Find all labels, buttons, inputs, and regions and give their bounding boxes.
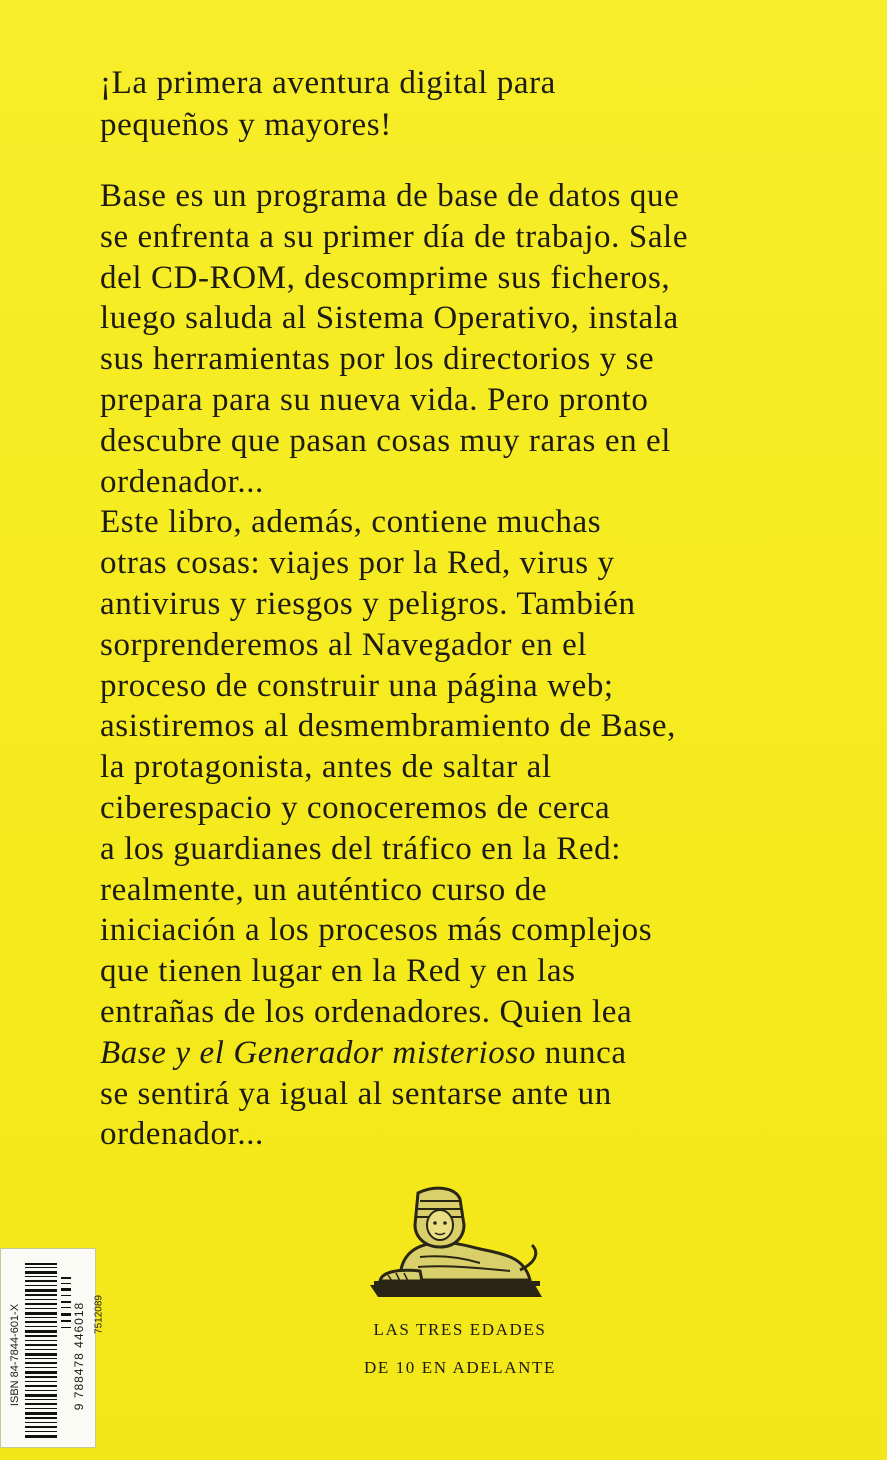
blurb-title-after: nunca <box>535 1034 627 1071</box>
tagline-line: pequeños y mayores! <box>100 107 392 143</box>
blurb-line: asistiremos al desmembramiento de Base, <box>100 708 677 745</box>
blurb-line: otras cosas: viajes por la Red, virus y <box>100 545 615 582</box>
blurb-line: del CD-ROM, descomprime sus ficheros, <box>100 259 671 296</box>
blurb-line: que tienen lugar en la Red y en las <box>100 953 576 990</box>
blurb-line: ciberespacio y conoceremos de cerca <box>100 789 611 826</box>
blurb-line: luego saluda al Sistema Operativo, instala <box>100 300 679 337</box>
tagline-line: ¡La primera aventura digital para <box>100 65 556 101</box>
blurb-line: entrañas de los ordenadores. Quien lea <box>100 993 633 1030</box>
blurb-line: prepara para su nueva vida. Pero pronto <box>100 381 649 418</box>
blurb-line: se enfrenta a su primer día de trabajo. Sale <box>100 218 689 255</box>
blurb-line: Este libro, además, contiene muchas <box>100 504 602 541</box>
blurb-line: realmente, un auténtico curso de <box>100 871 548 908</box>
blurb-line: a los guardianes del tráfico en la Red: <box>100 830 621 867</box>
blurb-line: se sentirá ya igual al sentarse ante un <box>100 1075 612 1112</box>
blurb-line: iniciación a los procesos más complejos <box>100 912 653 949</box>
ean-number: 9 788478 446018 <box>72 1301 86 1411</box>
blurb-line: ordenador... <box>100 1116 264 1153</box>
isbn-number: ISBN 84-7844-601-X <box>9 1303 21 1407</box>
blurb-line-with-title <box>100 1033 860 1074</box>
blurb-text <box>100 176 860 1155</box>
isbn-barcode <box>0 1248 105 1448</box>
blurb-line: la protagonista, antes de saltar al <box>100 749 552 786</box>
blurb-line: sorprenderemos al Navegador en el <box>100 626 588 663</box>
barcode-bars <box>25 1257 73 1441</box>
blurb-line: sus herramientas por los directorios y se <box>100 341 655 378</box>
blurb-line: Base es un programa de base de datos que <box>100 178 680 214</box>
book-title: Base y el Generador misterioso <box>100 1034 536 1071</box>
publisher-name: LAS TRES EDADES <box>373 1320 547 1339</box>
blurb-line: descubre que pasan cosas muy raras en el <box>100 422 672 459</box>
series-label: DE 10 EN ADELANTE <box>364 1358 556 1377</box>
tagline <box>100 62 840 146</box>
blurb-line: proceso de construir una página web; <box>100 667 614 704</box>
blurb-line: ordenador... <box>100 463 264 500</box>
addon-number: 7512089 <box>93 1295 105 1334</box>
blurb-line: antivirus y riesgos y peligros. También <box>100 585 636 622</box>
sphinx-logo-icon <box>360 1185 550 1305</box>
